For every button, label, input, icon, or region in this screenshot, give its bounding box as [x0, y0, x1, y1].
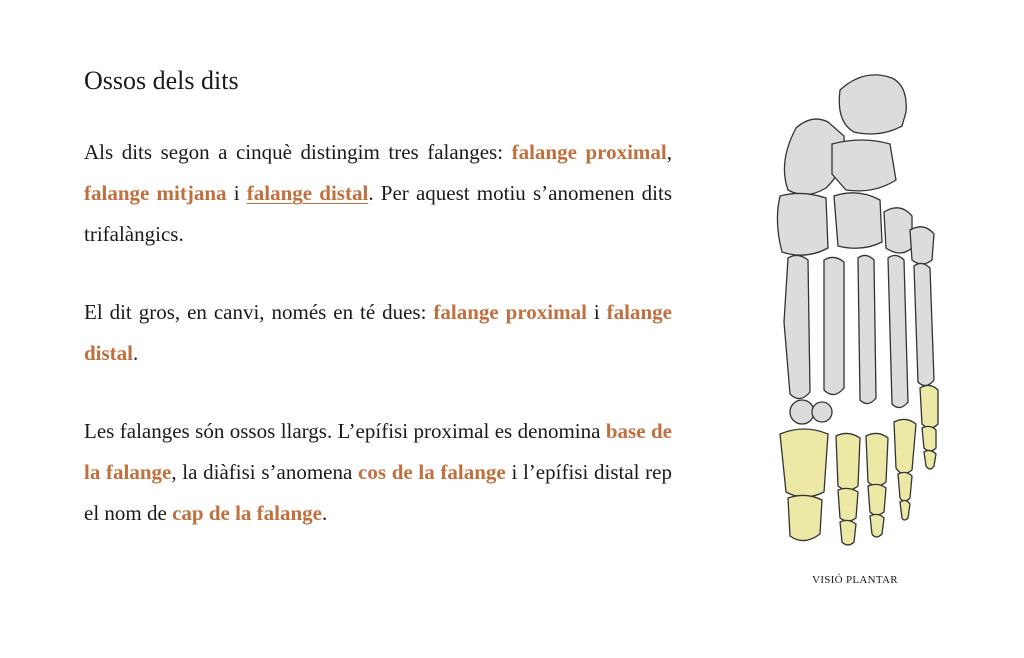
text: i [586, 300, 607, 324]
metatarsal-bone [784, 255, 810, 398]
metatarsal-bone [888, 255, 908, 407]
distal-phalanx [870, 514, 884, 537]
text: . [133, 341, 139, 365]
distal-phalanx [840, 520, 856, 545]
term-distal-phalanx: falange distal [84, 300, 672, 365]
proximal-phalanx [920, 385, 938, 428]
metatarsal-bone [824, 257, 844, 394]
distal-phalanx [924, 450, 936, 469]
figure-caption: VISIÓ PLANTAR [812, 574, 898, 586]
paragraph-long-bones [84, 411, 672, 534]
link-distal-phalanx[interactable]: falange distal [246, 181, 369, 205]
cuneiform-bone [910, 227, 934, 264]
text: . [321, 501, 328, 525]
term-phalanx-body: cos de la falange [358, 460, 506, 484]
cuboid-bone [777, 193, 828, 255]
term-proximal-phalanx: falange proximal [511, 140, 667, 164]
proximal-phalanx [836, 433, 860, 490]
distal-phalanx [900, 500, 910, 520]
text: i l’epífisi distal rep el nom de [84, 460, 672, 525]
cuneiform-bone [834, 193, 882, 248]
middle-phalanx [868, 484, 886, 515]
foot-bones-illustration [762, 62, 962, 562]
text: Les falanges són ossos llargs. L’epífisi proximal es denomina [84, 419, 606, 443]
page-title: Ossos dels dits [84, 66, 239, 95]
cuneiform-bone [884, 208, 912, 253]
proximal-phalanx [780, 429, 828, 497]
text: , la diàfisi s’anomena [171, 460, 358, 484]
sesamoid-bone [812, 402, 832, 422]
text: El dit gros, en canvi, només en té dues: [84, 300, 434, 324]
text: Als dits segon a cinquè distingim tres falanges: [84, 140, 512, 164]
term-middle-phalanx: falange mitjana [84, 181, 227, 205]
navicular-bone [832, 140, 896, 191]
text: , [666, 140, 672, 164]
term-proximal-phalanx: falange proximal [433, 300, 587, 324]
proximal-phalanx [866, 433, 888, 486]
main-content [84, 66, 672, 571]
metatarsal-bone [914, 263, 934, 385]
metatarsal-bone [858, 255, 876, 403]
term-phalanx-head: cap de la falange [172, 501, 322, 525]
sesamoid-bone [790, 400, 814, 424]
term-phalanx-base: base de la falange [84, 419, 672, 484]
middle-phalanx [898, 472, 912, 501]
distal-phalanx [788, 495, 822, 540]
proximal-phalanx [894, 419, 916, 473]
text: . Per aquest motiu s’anomenen dits trifalàngics. [84, 181, 673, 246]
middle-phalanx [922, 426, 936, 451]
calcaneus-bone [839, 75, 906, 134]
paragraph-big-toe [84, 292, 672, 374]
middle-phalanx [838, 488, 858, 521]
paragraph-trifalangic [84, 132, 672, 255]
text: i [226, 181, 247, 205]
